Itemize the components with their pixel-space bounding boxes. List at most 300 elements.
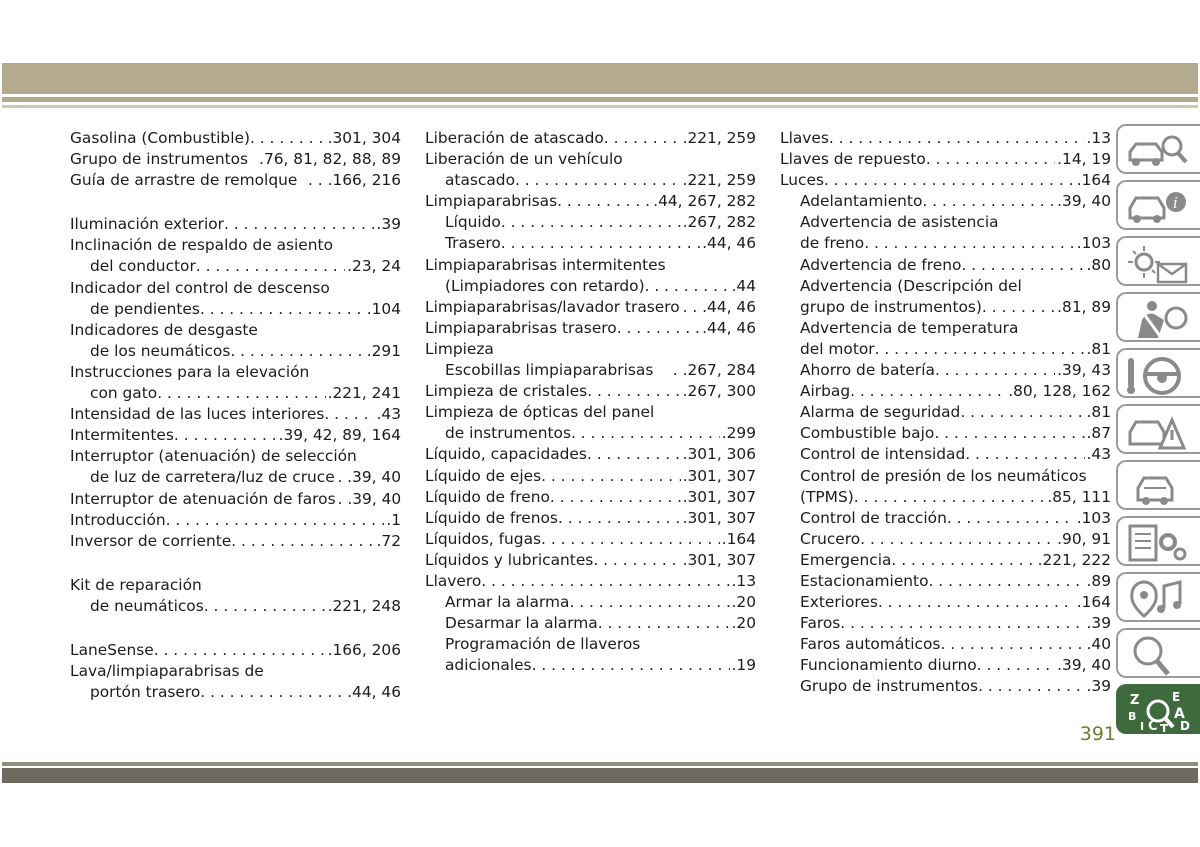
dot-leader [515, 170, 681, 191]
dot-leader [891, 550, 1035, 571]
index-entry [70, 531, 401, 552]
entry-term: de instrumentos [445, 424, 571, 443]
footer-band [2, 768, 1198, 783]
index-entry [70, 383, 401, 404]
index-entry [70, 661, 401, 682]
entry-pages: .44, 46 [347, 683, 401, 702]
index-entry [425, 360, 756, 381]
entry-pages: .291 [366, 341, 401, 360]
index-column-3 [780, 128, 1111, 698]
entry-pages: .44, 46 [702, 318, 756, 337]
dot-leader [982, 297, 1055, 318]
tab-car-info[interactable] [1116, 180, 1200, 230]
dot-leader [824, 170, 1075, 191]
index-entry [425, 381, 756, 402]
svg-text:i: i [1173, 194, 1178, 212]
entry-pages: .221, 259 [682, 129, 756, 147]
dot-leader [174, 425, 277, 446]
dot-leader [864, 233, 1075, 254]
tab-gear-document[interactable] [1116, 516, 1200, 566]
entry-pages: .166, 206 [327, 640, 401, 659]
entry-term: Introducción [70, 510, 166, 529]
entry-pages: .20 [731, 593, 756, 612]
entry-pages: .80 [1086, 255, 1111, 274]
entry-term: Trasero [445, 234, 501, 253]
entry-pages: .164 [721, 529, 756, 548]
entry-pages: . .39, 40 [337, 468, 401, 487]
entry-term: Limpieza de ópticas del panel [425, 403, 655, 422]
tab-steering-wheel[interactable] [1116, 348, 1200, 398]
index-entry [425, 233, 756, 254]
index-icon [1124, 690, 1194, 732]
index-entry [70, 362, 401, 383]
entry-term: Advertencia (Descripción del [800, 276, 1022, 295]
dot-leader [935, 360, 1055, 381]
entry-term: Inversor de corriente [70, 531, 232, 550]
entry-term: de neumáticos [90, 596, 204, 615]
index-entry [780, 191, 1111, 212]
entry-term: Intensidad de las luces interiores [70, 405, 325, 424]
tab-car-service[interactable] [1116, 460, 1200, 510]
index-entry [780, 381, 1111, 402]
index-entry [70, 170, 401, 191]
entry-pages: .164 [1076, 593, 1111, 612]
entry-term: Ahorro de batería [800, 361, 935, 380]
index-entry [780, 339, 1111, 360]
header-rule [2, 97, 1198, 102]
entry-term: portón trasero [90, 683, 201, 702]
entry-term: de pendientes [90, 299, 200, 318]
entry-term: Airbag [800, 382, 851, 401]
index-letter-d: D [1180, 719, 1190, 732]
dot-leader [204, 596, 326, 617]
dot-leader [230, 341, 364, 362]
entry-term: Indicador del control de descenso [70, 278, 330, 297]
dot-leader [850, 381, 1006, 402]
index-letter-i: I [1140, 720, 1145, 732]
index-column-2 [425, 128, 756, 676]
dot-leader [200, 682, 345, 703]
index-column-1 [70, 128, 401, 703]
entry-pages: .267, 282 [682, 213, 756, 232]
dot-leader [940, 634, 1084, 655]
entry-term: Estacionamiento [800, 571, 929, 590]
entry-term: Limpiaparabrisas [425, 192, 558, 211]
entry-term: Programación de llaveros [445, 635, 641, 654]
entry-pages: .221, 241 [327, 384, 401, 403]
index-entry [70, 128, 401, 149]
index-entry [425, 149, 756, 170]
dot-leader [571, 423, 720, 444]
dot-leader [157, 383, 325, 404]
dot-leader [860, 529, 1055, 550]
dot-leader [840, 613, 1084, 634]
index-entry [70, 575, 401, 596]
entry-term: Alarma de seguridad [800, 403, 961, 422]
entry-term: (Limpiadores con retardo) [445, 276, 645, 295]
index-entry [780, 255, 1111, 276]
entry-term: con gato [90, 384, 158, 403]
index-entry [425, 550, 756, 571]
entry-pages: .80, 128, 162 [1008, 382, 1111, 401]
entry-pages: .23, 24 [347, 257, 401, 276]
dot-leader [947, 508, 1075, 529]
entry-pages: .301, 307 [682, 550, 756, 569]
entry-term: Faros [800, 614, 841, 633]
entry-pages: .103 [1076, 508, 1111, 527]
index-entry [70, 299, 401, 320]
entry-term: de freno [800, 234, 865, 253]
seatbelt-airbag-icon [1124, 298, 1194, 340]
index-entry [70, 640, 401, 661]
entry-term: del motor [800, 339, 875, 358]
entry-pages: .301, 304 [327, 129, 401, 147]
header-band [2, 63, 1198, 94]
entry-pages: .39 [1086, 614, 1111, 633]
index-entry [425, 297, 756, 318]
entry-term: Liberación de atascado [425, 129, 604, 147]
dot-leader [854, 487, 1046, 508]
entry-pages: .43 [376, 405, 401, 424]
dot-leader [978, 676, 1084, 697]
entry-term: Indicadores de desgaste [70, 320, 258, 339]
entry-pages: .40 [1086, 635, 1111, 654]
entry-pages: .39 [1086, 677, 1111, 696]
index-entry [425, 487, 756, 508]
page-number: 391 [1079, 723, 1116, 745]
tab-car-breakdown[interactable] [1116, 404, 1200, 454]
index-entry [70, 149, 401, 170]
entry-pages: .39 [376, 215, 401, 234]
index-entry [425, 592, 756, 613]
index-entry [780, 170, 1111, 191]
entry-term: Limpiaparabrisas intermitentes [425, 255, 666, 274]
dot-leader [569, 592, 729, 613]
entry-term: del conductor [90, 257, 196, 276]
entry-pages: .44, 267, 282 [653, 192, 756, 211]
entry-term: Faros automáticos [800, 635, 941, 654]
entry-term: atascado [445, 171, 515, 190]
entry-term: Líquido de frenos [425, 508, 558, 527]
dot-leader [558, 508, 681, 529]
search-icon [1124, 634, 1194, 676]
entry-pages: .1 [386, 510, 401, 529]
index-entry [425, 466, 756, 487]
index-entry [425, 255, 756, 276]
index-entry [780, 655, 1111, 676]
entry-term: Control de intensidad [800, 445, 966, 464]
dot-leader [224, 214, 375, 235]
index-entry [780, 487, 1111, 508]
entry-term: Inclinación de respaldo de asiento [70, 236, 333, 255]
entry-term: Combustible bajo [800, 424, 935, 443]
index-entry [70, 425, 401, 446]
entry-term: Kit de reparación [70, 575, 202, 594]
dot-leader [965, 444, 1084, 465]
entry-pages: .13 [1086, 129, 1111, 147]
entry-term: Luces [780, 171, 825, 190]
index-entry [425, 444, 756, 465]
index-entry [70, 446, 401, 467]
entry-pages: .221, 222 [1037, 550, 1111, 569]
gear-document-icon [1124, 522, 1194, 564]
tab-index[interactable] [1116, 684, 1200, 734]
tab-car-search[interactable] [1116, 124, 1200, 174]
entry-term: Funcionamiento diurno [800, 656, 977, 675]
entry-term: Advertencia de temperatura [800, 318, 1019, 337]
index-entry [70, 467, 401, 488]
car-service-icon [1124, 466, 1194, 508]
dot-leader [587, 381, 680, 402]
index-entry [70, 278, 401, 299]
entry-term: Guía de arrastre de remolque [70, 171, 298, 190]
index-entry [780, 466, 1111, 487]
index-entry [425, 128, 756, 149]
index-entry [780, 613, 1111, 634]
index-entry [425, 318, 756, 339]
entry-pages: .221, 259 [682, 171, 756, 190]
entry-pages: .81 [1086, 339, 1111, 358]
index-entry [425, 276, 756, 297]
entry-pages: . .39, 40 [337, 489, 402, 508]
entry-pages: .81, 89 [1057, 297, 1111, 316]
index-entry [780, 676, 1111, 697]
index-entry [780, 571, 1111, 592]
multimedia-icon [1124, 578, 1194, 620]
entry-pages: .89 [1086, 571, 1111, 590]
index-letter-e: E [1172, 690, 1181, 704]
entry-pages: .13 [731, 571, 756, 590]
tab-multimedia[interactable] [1116, 572, 1200, 622]
entry-term: (TPMS) [800, 487, 854, 506]
index-entry [780, 529, 1111, 550]
index-entry [70, 235, 401, 256]
entry-pages: .76, 81, 82, 88, 89 [259, 150, 401, 169]
entry-pages: .44 [731, 276, 756, 295]
dot-leader [587, 444, 681, 465]
entry-term: Adelantamiento [800, 192, 923, 211]
index-entry [425, 339, 756, 360]
entry-term: Crucero [800, 529, 861, 548]
index-entry [70, 596, 401, 617]
dot-leader [231, 531, 374, 552]
entry-term: Llaves [780, 129, 829, 147]
entry-term: Emergencia [800, 550, 892, 569]
entry-pages: .90, 91 [1057, 529, 1111, 548]
dot-leader [501, 212, 681, 233]
entry-term: Desarmar la alarma [445, 614, 598, 633]
entry-term: Grupo de instrumentos [800, 677, 979, 696]
entry-term: Grupo de instrumentos [70, 150, 249, 169]
entry-pages: .39, 40 [1057, 656, 1111, 675]
index-entry [70, 256, 401, 277]
entry-pages: .39, 40 [1057, 192, 1111, 211]
header-rule-thin [2, 105, 1198, 108]
index-entry [780, 444, 1111, 465]
entry-pages: .39, 43 [1057, 361, 1111, 380]
entry-term: Limpieza de cristales [425, 382, 588, 401]
index-entry [425, 655, 756, 676]
entry-term: Exteriores [800, 593, 878, 612]
entry-pages: .87 [1086, 424, 1111, 443]
footer-rule [2, 762, 1198, 766]
index-entry [425, 212, 756, 233]
entry-pages: .301, 307 [682, 487, 756, 506]
entry-pages: .39, 42, 89, 164 [278, 426, 401, 445]
index-entry [70, 320, 401, 341]
dot-leader [532, 655, 730, 676]
dot-leader [154, 640, 326, 661]
index-entry [780, 550, 1111, 571]
dot-leader [922, 191, 1055, 212]
index-entry [780, 276, 1111, 297]
index-entry [70, 404, 401, 425]
index-entry [425, 571, 756, 592]
entry-term: Llaves de repuesto [780, 150, 926, 169]
entry-term: Iluminación exterior [70, 215, 224, 234]
index-entry [70, 214, 401, 235]
entry-pages: . .267, 284 [672, 361, 756, 380]
entry-term: Advertencia de asistencia [800, 213, 999, 232]
dot-leader [926, 149, 1055, 170]
index-entry [780, 592, 1111, 613]
tab-warning-lights[interactable] [1116, 236, 1200, 286]
dot-leader [557, 191, 651, 212]
car-breakdown-icon [1124, 410, 1194, 452]
entry-term: Armar la alarma [445, 593, 570, 612]
dot-leader [166, 510, 385, 531]
index-entry [780, 297, 1111, 318]
entry-term: Escobillas limpiaparabrisas [445, 361, 654, 380]
index-entry [780, 423, 1111, 444]
entry-pages: .19 [731, 656, 756, 675]
index-entry [780, 149, 1111, 170]
entry-pages: .43 [1086, 445, 1111, 464]
index-entry [425, 170, 756, 191]
index-entry [70, 682, 401, 703]
tab-seatbelt-airbag[interactable] [1116, 292, 1200, 342]
dot-leader [878, 592, 1075, 613]
index-entry [780, 318, 1111, 339]
index-entry [425, 508, 756, 529]
entry-term: Interruptor (atenuación) de selección [70, 447, 357, 466]
entry-term: Llavero [425, 571, 482, 590]
dot-leader [593, 550, 680, 571]
index-letter-a: A [1174, 706, 1185, 722]
steering-wheel-icon [1124, 354, 1194, 396]
entry-pages: .81 [1086, 403, 1111, 422]
car-search-icon [1124, 130, 1194, 172]
entry-term: Liberación de un vehículo [425, 150, 623, 169]
dot-leader [977, 655, 1055, 676]
entry-pages: .301, 306 [682, 445, 756, 464]
index-entry [425, 529, 756, 550]
entry-term: Instrucciones para la elevación [70, 362, 310, 381]
warning-lights-icon [1124, 242, 1194, 284]
index-entry [425, 402, 756, 423]
entry-pages: .299 [721, 424, 756, 443]
entry-pages: .72 [376, 531, 401, 550]
dot-leader [929, 571, 1085, 592]
entry-pages: . . .44, 46 [682, 297, 756, 316]
entry-term: adicionales [445, 656, 532, 675]
entry-term: grupo de instrumentos) [800, 297, 982, 316]
entry-pages: .20 [731, 614, 756, 633]
entry-term: Control de presión de los neumáticos [800, 466, 1087, 485]
entry-pages: .221, 248 [327, 596, 401, 615]
entry-pages: .103 [1076, 234, 1111, 253]
index-entry [70, 489, 401, 510]
entry-term: Líquidos, fugas [425, 529, 542, 548]
entry-term: Limpiaparabrisas trasero [425, 318, 617, 337]
index-entry [780, 402, 1111, 423]
entry-term: Limpiaparabrisas/lavador trasero [425, 297, 680, 316]
dot-leader [196, 256, 345, 277]
index-letter-t: T [1160, 722, 1169, 732]
dot-leader [875, 339, 1085, 360]
dot-leader [617, 318, 700, 339]
dot-leader [961, 255, 1084, 276]
entry-term: Líquido, capacidades [425, 445, 587, 464]
tab-search[interactable] [1116, 628, 1200, 678]
dot-leader [541, 529, 720, 550]
index-entry [780, 128, 1111, 149]
index-letter-c: C [1148, 719, 1158, 732]
entry-term: LaneSense [70, 640, 154, 659]
entry-term: Líquido [445, 213, 501, 232]
dot-leader [960, 402, 1084, 423]
dot-leader [250, 128, 326, 149]
car-info-icon [1124, 186, 1194, 228]
index-entry [425, 613, 756, 634]
dot-leader [645, 276, 730, 297]
dot-leader [550, 487, 681, 508]
entry-term: Líquidos y lubricantes [425, 550, 594, 569]
index-entry [780, 634, 1111, 655]
index-entry [70, 510, 401, 531]
dot-leader [324, 404, 374, 425]
entry-term: Líquido de ejes [425, 466, 542, 485]
index-entry [425, 423, 756, 444]
entry-term: Gasolina (Combustible) [70, 129, 250, 147]
dot-leader [481, 571, 729, 592]
entry-pages: .301, 307 [682, 466, 756, 485]
index-entry [425, 191, 756, 212]
entry-term: de los neumáticos [90, 341, 231, 360]
entry-term: Control de tracción [800, 508, 947, 527]
entry-pages: .104 [366, 299, 401, 318]
entry-pages: .164 [1076, 171, 1111, 190]
dot-leader [501, 233, 700, 254]
index-letter-b: B [1128, 710, 1137, 723]
index-letter-z: Z [1130, 693, 1140, 708]
entry-pages: . . .166, 216 [308, 171, 401, 190]
index-entry [780, 360, 1111, 381]
entry-term: Líquido de freno [425, 487, 550, 506]
entry-term: Interruptor de atenuación de faros [70, 489, 336, 508]
entry-pages: .301, 307 [682, 508, 756, 527]
dot-leader [200, 299, 365, 320]
index-entry [70, 341, 401, 362]
dot-leader [541, 466, 680, 487]
entry-term: Advertencia de freno [800, 255, 962, 274]
index-entry [425, 634, 756, 655]
dot-leader [934, 423, 1084, 444]
entry-pages: .44, 46 [702, 234, 756, 253]
entry-term: Limpieza [425, 339, 494, 358]
entry-pages: .14, 19 [1057, 150, 1111, 169]
dot-leader [604, 128, 681, 149]
